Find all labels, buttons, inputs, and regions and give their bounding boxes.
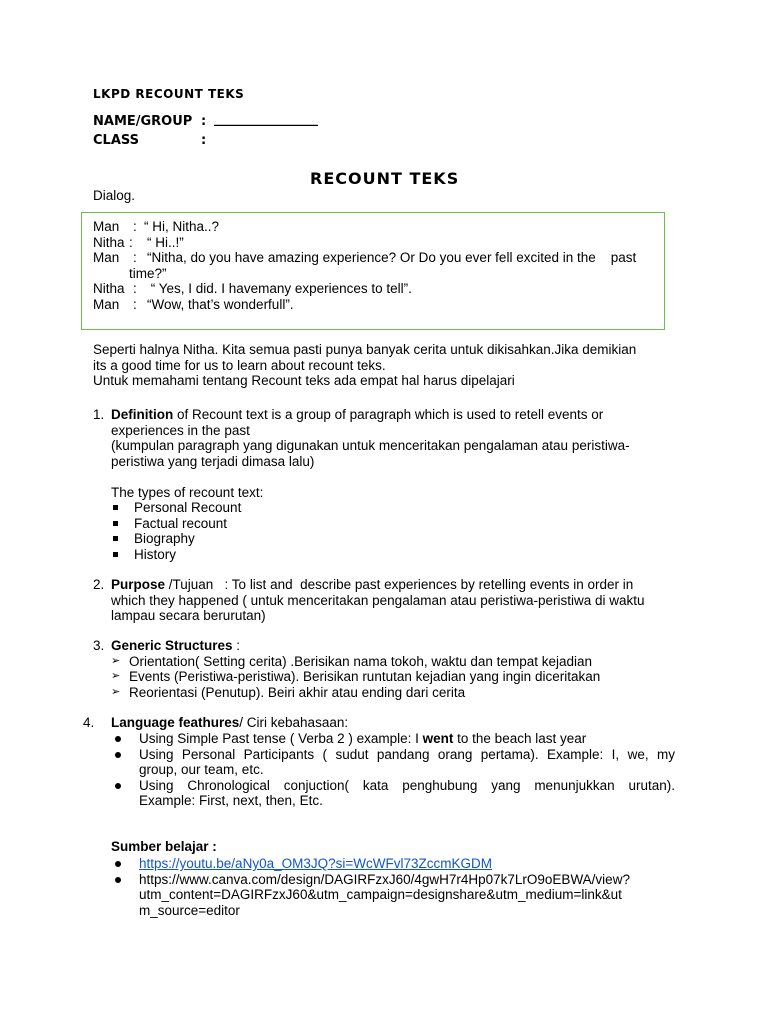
canva-link-line: https://www.canva.com/design/DAGIRFzxJ60/4gwH7r4Hp07k7LrO9oEBWA/view? [139,871,630,887]
sources-label [111,839,217,855]
structure-item [111,685,676,701]
class-sep: : [201,133,207,148]
dialog-text: “Wow, that’s wonderfull”. [147,296,294,312]
sources-title: Sumber belajar : [111,839,217,854]
language-item [111,731,676,747]
dialog-lines [93,219,668,312]
dialog-sep: : [133,219,137,234]
structure-item [111,654,676,670]
dialog-text-cont: time?” [129,265,167,281]
section3-structures [111,638,676,700]
square-bullet-icon [113,552,118,557]
sources-list [111,856,681,918]
intro-paragraph [93,342,678,389]
section1-text: (kumpulan paragraph yang digunakan untuk menceritakan pengalaman atau peristiwa- [111,438,630,453]
section3-number: 3. [93,638,105,653]
section1-title: Definition [111,407,174,422]
section1-text: peristiwa yang terjadi dimasa lalu) [111,453,315,469]
square-bullet-icon [113,536,118,541]
language-text: Using Simple Past tense ( Verba 2 ) example: I [139,731,423,746]
language-item [111,747,676,778]
structure-label: Reorientasi (Penutup). Beiri akhir atau ending dari cerita [129,684,466,700]
dialog-sep: : [133,281,137,296]
square-bullet-icon [113,521,118,526]
dot-bullet-icon [115,877,121,883]
intro-line: its a good time for us to learn about recount teks. [93,357,386,373]
dialog-label: Dialog. [93,188,136,203]
language-text: Example: First, next, then, Etc. [139,793,323,808]
dialog-text: “Nitha, do you have amazing experience? Or Do you ever fell excited in the past [147,250,637,265]
dialog-sep: : [129,234,133,250]
section4-heading [111,715,348,731]
arrow-bullet-icon: ➢ [111,685,121,698]
dialog-line [93,281,668,297]
language-text: group, our team, etc. [139,762,264,777]
dialog-speaker: Nitha [93,234,125,250]
dialog-line [93,235,668,251]
intro-line: Untuk memahami tentang Recount teks ada empat hal harus dipelajari [93,373,515,388]
name-group-label: NAME/GROUP [93,114,193,129]
structure-label: Orientation( Setting cerita) .Berisikan nama tokoh, waktu dan tempat kejadian [129,653,592,669]
language-item [111,778,676,809]
structure-item [111,669,676,685]
dot-bullet-icon [115,783,121,789]
language-text: Using Chronological conjuction( kata penghubung yang menunjukkan urutan). [139,777,675,793]
dialog-line [93,297,668,313]
class-label: CLASS [93,133,140,148]
section2-text: lampau secara berurutan) [111,608,266,623]
dialog-text: “ Hi..!” [147,234,184,250]
section2-text: which they happened ( untuk menceritakan pengalaman atau peristiwa-peristiwa di waktu [111,592,645,608]
language-text-bold: went [422,731,454,746]
dialog-text: “ Yes, I did. I havemany experiences to tell”. [147,281,412,296]
dot-bullet-icon [115,736,121,742]
section3-title: Generic Structures [111,638,233,653]
structure-label: Events (Peristiwa-peristiwa). Berisikan runtutan kejadian yang ingin diceritakan [129,669,601,684]
section2-number: 2. [93,577,105,592]
type-label: Biography [134,531,195,546]
section2-title: Purpose [111,577,166,592]
dialog-speaker: Nitha [93,281,125,296]
dialog-line [93,250,668,266]
arrow-bullet-icon: ➢ [111,654,121,667]
section4-title: Language feathures [111,715,240,730]
types-label: The types of recount text: [111,484,264,500]
section4-number: 4. [83,715,95,730]
dialog-speaker: Man [93,219,120,234]
youtube-link[interactable]: https://youtu.be/aNy0a_OM3JQ?si=WcWFvl73ZccmKGDM [139,856,492,871]
section3-text: : [232,638,241,653]
arrow-bullet-icon: ➢ [111,670,121,682]
type-item [111,547,681,563]
canva-link-text[interactable] [139,872,630,919]
square-bullet-icon [113,505,118,510]
source-item [111,856,681,872]
section1-definition [111,407,681,562]
dialog-sep: : [133,250,137,265]
dialog-sep: : [133,296,137,312]
type-item [111,500,681,516]
dialog-text: “ Hi, Nitha..? [144,219,220,234]
dialog-line [93,219,668,235]
section2-purpose [111,577,676,624]
type-label: Personal Recount [134,500,242,515]
lkpd-heading: LKPD RECOUNT TEKS [93,87,245,101]
section2-text: /Tujuan : To list and describe past experiences by retelling events in order in [165,577,634,592]
type-item [111,531,681,547]
type-item [111,516,681,532]
dialog-speaker: Man [93,250,120,265]
name-group-blank[interactable]: ________________ [214,112,318,127]
page-title: RECOUNT TEKS [310,169,460,188]
dot-bullet-icon [115,861,121,867]
dialog-speaker: Man [93,296,120,312]
intro-line: Seperti halnya Nitha. Kita semua pasti punya banyak cerita untuk dikisahkan.Jika demikian [93,342,637,357]
language-text: to the beach last year [453,731,587,746]
type-label: History [134,546,177,562]
name-group-sep: : [201,114,207,129]
language-text: Using Personal Participants ( sudut pandang orang pertama). Example: I, we, my [139,746,675,762]
type-label: Factual recount [134,515,228,531]
dialog-line-cont [93,266,668,282]
source-item [111,872,681,919]
canva-link-line: utm_content=DAGIRFzxJ60&utm_campaign=designshare&utm_medium=link&ut [139,887,622,902]
canva-link-line: m_source=editor [139,902,240,918]
section4-text: / Ciri kebahasaan: [239,715,349,730]
dot-bullet-icon [115,752,121,758]
section1-text: of Recount text is a group of paragraph which is used to retell events or [173,407,604,422]
section1-text: experiences in the past [111,422,250,438]
section4-items [111,731,676,809]
section1-number: 1. [93,407,105,422]
